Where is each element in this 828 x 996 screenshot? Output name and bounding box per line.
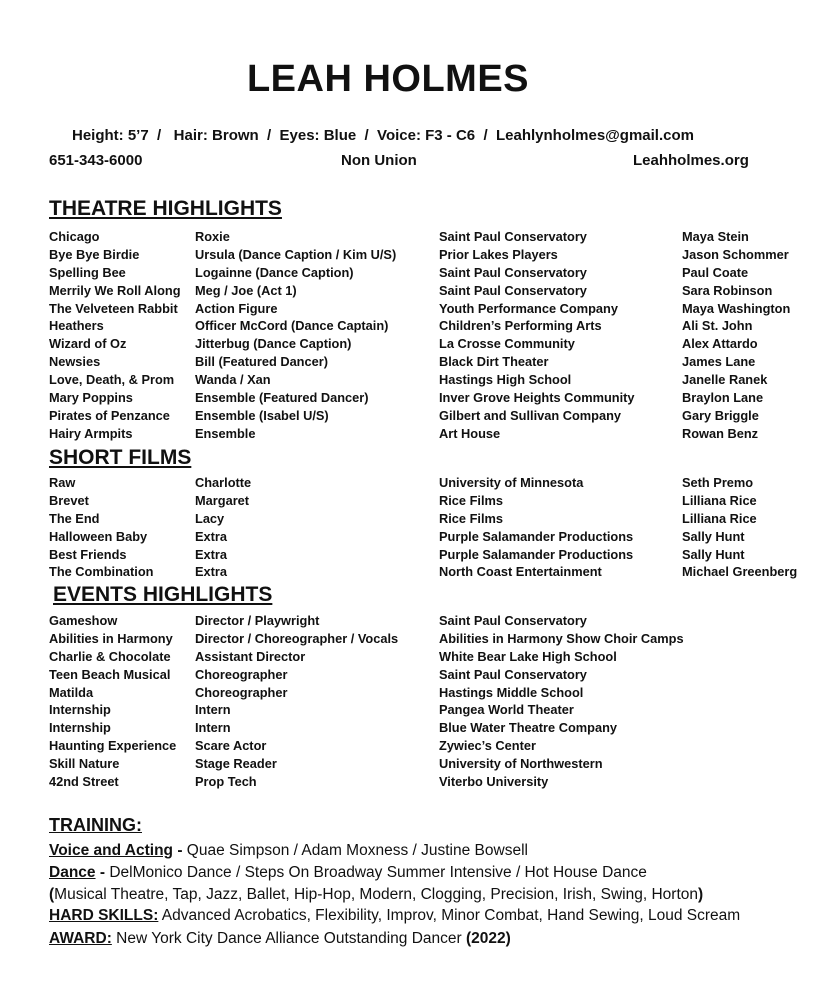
events-production: Charlie & Chocolate: [49, 648, 171, 664]
events-production: Haunting Experience: [49, 738, 177, 754]
events-production: 42nd Street: [49, 774, 119, 790]
films-director: Lilliana Rice: [682, 492, 757, 508]
theatre-company: Black Dirt Theater: [439, 354, 549, 370]
theatre-row: [0, 408, 828, 426]
events-production: Abilities in Harmony: [49, 630, 173, 646]
phone-number: 651-343-6000: [49, 152, 143, 169]
films-production: Best Friends: [49, 546, 127, 562]
theatre-row: [0, 318, 828, 336]
events-row: [0, 720, 828, 738]
theatre-section-title: THEATRE HIGHLIGHTS: [49, 197, 282, 220]
films-company: Rice Films: [439, 510, 504, 526]
events-role: Prop Tech: [195, 774, 257, 790]
theatre-company: Youth Performance Company: [439, 300, 618, 316]
events-role: Director / Playwright: [195, 613, 320, 628]
styles-close-paren: ): [698, 886, 704, 903]
theatre-director: Alex Attardo: [682, 336, 758, 352]
events-company: Viterbo University: [439, 774, 549, 790]
website: Leahholmes.org: [633, 152, 749, 169]
theatre-role: Action Figure: [195, 300, 278, 316]
theatre-company: Saint Paul Conservatory: [439, 282, 587, 298]
theatre-row: [0, 354, 828, 372]
theatre-director: Braylon Lane: [682, 390, 764, 406]
events-company: Saint Paul Conservatory: [439, 666, 587, 682]
theatre-production: Newsies: [49, 354, 101, 370]
theatre-role: Logainne (Dance Caption): [195, 264, 354, 280]
events-role: Assistant Director: [195, 648, 306, 664]
theatre-production: Wizard of Oz: [49, 336, 127, 352]
theatre-director: Ali St. John: [682, 318, 753, 334]
training-styles: [49, 886, 703, 904]
events-role: Choreographer: [195, 684, 288, 700]
theatre-row: [0, 247, 828, 265]
physical-stats: Height: 5’7 / Hair: Brown / Eyes: Blue / Voice: F3 - C6 / Leahlynholmes@gmail.com: [72, 127, 694, 144]
theatre-row: [0, 229, 828, 247]
films-production: The End: [49, 510, 100, 526]
award: [49, 930, 511, 948]
theatre-role: Wanda / Xan: [195, 372, 271, 388]
theatre-production: Spelling Bee: [49, 264, 126, 280]
events-company: University of Northwestern: [439, 756, 603, 772]
theatre-company: Saint Paul Conservatory: [439, 229, 587, 244]
events-company: Zywiec’s Center: [439, 738, 536, 754]
theatre-company: Prior Lakes Players: [439, 246, 558, 262]
theatre-production: The Velveteen Rabbit: [49, 300, 178, 316]
theatre-role: Ensemble (Isabel U/S): [195, 407, 329, 423]
theatre-company: Hastings High School: [439, 372, 572, 388]
events-company: White Bear Lake High School: [439, 648, 617, 664]
events-row: [0, 774, 828, 792]
dance-label: Dance: [49, 864, 96, 881]
voice-separator: -: [173, 842, 187, 859]
films-row: [0, 564, 828, 582]
theatre-production: Mary Poppins: [49, 390, 133, 406]
events-row: [0, 756, 828, 774]
films-production: Raw: [49, 475, 76, 490]
theatre-production: Love, Death, & Prom: [49, 372, 175, 388]
theatre-table: [0, 229, 828, 444]
theatre-production: Heathers: [49, 318, 104, 334]
theatre-production: Chicago: [49, 229, 100, 244]
theatre-role: Ensemble: [195, 425, 256, 441]
events-row: [0, 649, 828, 667]
skills-list: Advanced Acrobatics, Flexibility, Improv, Minor Combat, Hand Sewing, Loud Scream: [158, 907, 741, 924]
events-production: Internship: [49, 720, 111, 736]
resume-name: LEAH HOLMES: [246, 58, 530, 100]
events-row: [0, 631, 828, 649]
training-dance: [49, 864, 647, 882]
events-row: [0, 685, 828, 703]
theatre-row: [0, 426, 828, 444]
theatre-production: Merrily We Roll Along: [49, 282, 181, 298]
events-role: Intern: [195, 702, 231, 718]
theatre-director: Paul Coate: [682, 264, 749, 280]
theatre-row: [0, 390, 828, 408]
theatre-director: Gary Briggle: [682, 407, 759, 423]
voice-label: Voice and Acting: [49, 842, 174, 859]
films-production: The Combination: [49, 564, 154, 580]
theatre-company: Gilbert and Sullivan Company: [439, 407, 622, 423]
films-row: [0, 493, 828, 511]
films-role: Extra: [195, 564, 228, 580]
films-role: Lacy: [195, 510, 225, 526]
events-role: Intern: [195, 720, 231, 736]
events-company: Pangea World Theater: [439, 702, 574, 718]
hard-skills: [49, 907, 740, 925]
events-row: [0, 613, 828, 631]
skills-label: HARD SKILLS:: [49, 907, 159, 924]
films-company: University of Minnesota: [439, 475, 584, 490]
films-director: Michael Greenberg: [682, 564, 798, 580]
dance-styles: Musical Theatre, Tap, Jazz, Ballet, Hip-Hop, Modern, Clogging, Precision, Irish, Swing, Horton: [54, 886, 698, 903]
theatre-company: Inver Grove Heights Community: [439, 390, 635, 406]
events-table: [0, 613, 828, 792]
events-role: Scare Actor: [195, 738, 267, 754]
theatre-director: Maya Stein: [682, 229, 749, 244]
events-company: Hastings Middle School: [439, 684, 584, 700]
theatre-role: Jitterbug (Dance Caption): [195, 336, 352, 352]
theatre-company: Children’s Performing Arts: [439, 318, 602, 334]
theatre-role: Meg / Joe (Act 1): [195, 282, 297, 298]
award-label: AWARD:: [49, 930, 112, 947]
films-company: Rice Films: [439, 492, 504, 508]
events-role: Director / Choreographer / Vocals: [195, 630, 399, 646]
theatre-director: Sara Robinson: [682, 282, 773, 298]
events-row: [0, 702, 828, 720]
dance-studios: DelMonico Dance / Steps On Broadway Summer Intensive / Hot House Dance: [109, 864, 647, 881]
theatre-row: [0, 301, 828, 319]
events-production: Teen Beach Musical: [49, 666, 171, 682]
films-row: [0, 547, 828, 565]
events-row: [0, 667, 828, 685]
films-company: Purple Salamander Productions: [439, 546, 634, 562]
events-production: Gameshow: [49, 613, 118, 628]
theatre-director: Jason Schommer: [682, 246, 789, 262]
films-role: Extra: [195, 528, 228, 544]
theatre-director: Maya Washington: [682, 300, 791, 316]
films-row: [0, 511, 828, 529]
theatre-role: Bill (Featured Dancer): [195, 354, 328, 370]
theatre-director: Rowan Benz: [682, 425, 759, 441]
training-voice: [49, 842, 528, 860]
theatre-role: Roxie: [195, 229, 230, 244]
films-role: Margaret: [195, 492, 250, 508]
films-section-title: SHORT FILMS: [49, 446, 192, 469]
films-company: North Coast Entertainment: [439, 564, 602, 580]
theatre-company: Saint Paul Conservatory: [439, 264, 587, 280]
dance-separator: -: [95, 864, 110, 881]
award-year: (2022): [465, 930, 511, 947]
films-role: Extra: [195, 546, 228, 562]
events-row: [0, 738, 828, 756]
films-role: Charlotte: [195, 475, 252, 490]
films-director: Lilliana Rice: [682, 510, 757, 526]
films-company: Purple Salamander Productions: [439, 528, 634, 544]
events-role: Choreographer: [195, 666, 288, 682]
styles-open-paren: (: [49, 886, 55, 903]
training-title: TRAINING:: [49, 815, 142, 835]
union-status: Non Union: [341, 152, 417, 169]
theatre-role: Ursula (Dance Caption / Kim U/S): [195, 246, 397, 262]
films-director: Seth Premo: [682, 475, 754, 490]
events-company: Blue Water Theatre Company: [439, 720, 618, 736]
films-row: [0, 475, 828, 493]
films-production: Halloween Baby: [49, 528, 148, 544]
theatre-director: James Lane: [682, 354, 756, 370]
events-production: Matilda: [49, 684, 94, 700]
events-section-title: EVENTS HIGHLIGHTS: [53, 583, 273, 606]
theatre-director: Janelle Ranek: [682, 372, 768, 388]
events-role: Stage Reader: [195, 756, 277, 772]
theatre-production: Bye Bye Birdie: [49, 246, 140, 262]
events-production: Internship: [49, 702, 111, 718]
films-table: [0, 475, 828, 582]
theatre-row: [0, 283, 828, 301]
award-text: New York City Dance Alliance Outstanding Dancer: [111, 930, 466, 947]
theatre-row: [0, 265, 828, 283]
theatre-row: [0, 372, 828, 390]
theatre-role: Officer McCord (Dance Captain): [195, 318, 389, 334]
theatre-company: La Crosse Community: [439, 336, 575, 352]
films-director: Sally Hunt: [682, 546, 745, 562]
films-row: [0, 529, 828, 547]
theatre-production: Hairy Armpits: [49, 425, 133, 441]
events-company: Abilities in Harmony Show Choir Camps: [439, 630, 684, 646]
events-production: Skill Nature: [49, 756, 120, 772]
theatre-company: Art House: [439, 425, 501, 441]
theatre-production: Pirates of Penzance: [49, 407, 170, 423]
films-director: Sally Hunt: [682, 528, 745, 544]
events-company: Saint Paul Conservatory: [439, 613, 587, 628]
films-production: Brevet: [49, 492, 89, 508]
theatre-role: Ensemble (Featured Dancer): [195, 390, 369, 406]
voice-teachers: Quae Simpson / Adam Moxness / Justine Bowsell: [186, 842, 528, 859]
theatre-row: [0, 336, 828, 354]
